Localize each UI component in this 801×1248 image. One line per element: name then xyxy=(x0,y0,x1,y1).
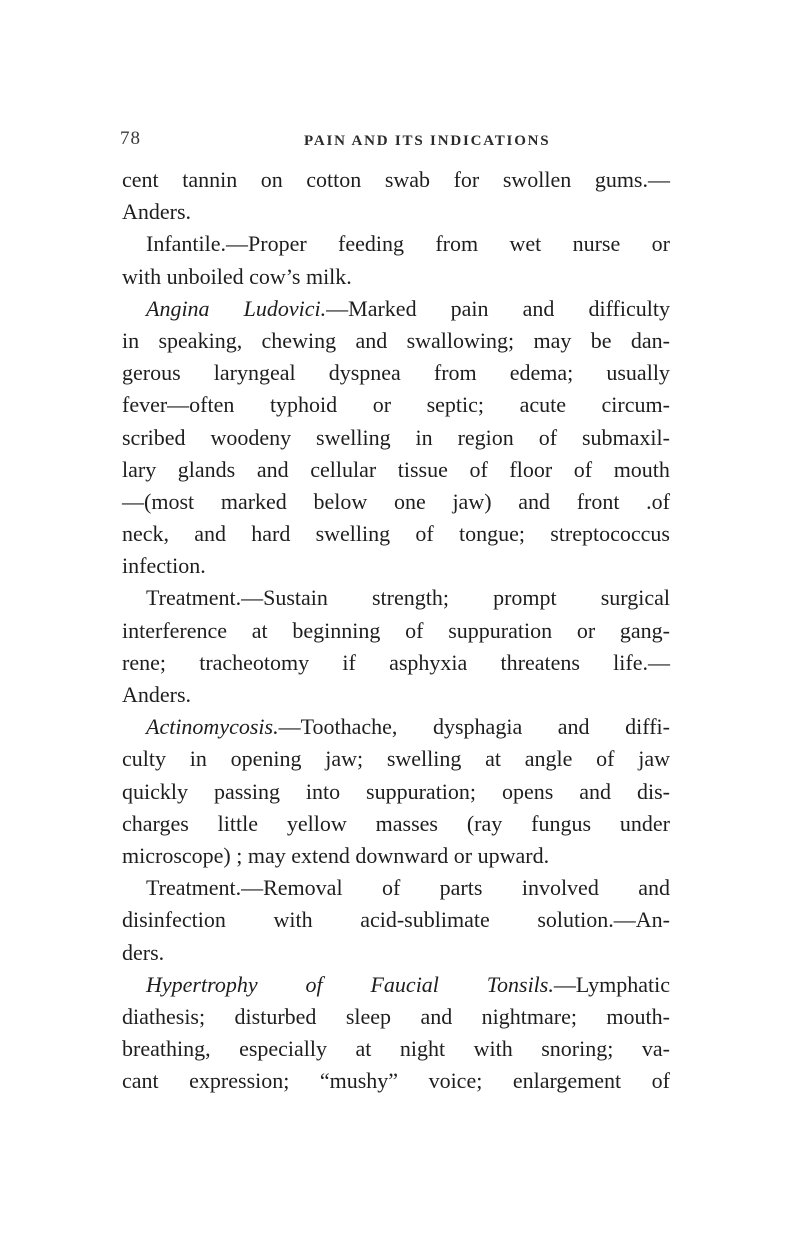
word: into xyxy=(305,778,341,804)
word: cant xyxy=(122,1068,159,1094)
word: breathing, xyxy=(122,1036,211,1062)
word: ders. xyxy=(122,939,165,965)
text-line xyxy=(122,969,670,1001)
word: rene; xyxy=(122,649,166,675)
text-line xyxy=(122,840,670,872)
word: Treatment.—Removal xyxy=(146,875,343,901)
word: in xyxy=(122,327,140,353)
word: enlargement xyxy=(512,1068,622,1094)
word: scribed xyxy=(122,424,186,450)
word: jaw) xyxy=(452,488,492,514)
text-line xyxy=(122,228,670,260)
word: or xyxy=(372,392,392,418)
word: —(most xyxy=(122,488,195,514)
word: interference xyxy=(122,617,228,643)
text-line xyxy=(122,389,670,421)
word: suppuration xyxy=(448,617,553,643)
word: and xyxy=(355,327,388,353)
word: and xyxy=(522,295,555,321)
word: swelling xyxy=(386,746,462,772)
word: if xyxy=(342,649,356,675)
word: “mushy” xyxy=(319,1068,399,1094)
word: difficulty xyxy=(588,295,670,321)
word: hard xyxy=(251,521,291,547)
word: mouth xyxy=(613,456,670,482)
word: for xyxy=(453,167,480,192)
word: in xyxy=(415,424,433,450)
word: of xyxy=(538,424,558,450)
word: at xyxy=(251,617,268,643)
word: Ludovici.—Marked xyxy=(243,295,417,321)
word: from xyxy=(433,360,477,386)
text-line xyxy=(122,325,670,357)
word: especially xyxy=(239,1036,328,1062)
word: streptococcus xyxy=(550,521,670,547)
word: prompt xyxy=(493,585,557,611)
word: swallowing; xyxy=(406,327,515,353)
running-head: PAIN AND ITS INDICATIONS xyxy=(304,133,551,149)
word: tongue; xyxy=(458,521,525,547)
word: Actinomycosis.—Toothache, xyxy=(146,714,398,740)
word: passing xyxy=(213,778,280,804)
word: Infantile.—Proper xyxy=(146,231,307,257)
word: at xyxy=(485,746,502,772)
text-line xyxy=(122,422,670,454)
word: swollen xyxy=(502,167,572,192)
word: diffi- xyxy=(625,714,670,740)
word: solution.—An- xyxy=(537,907,670,933)
word: pain xyxy=(450,295,489,321)
word: Angina xyxy=(146,295,210,321)
word: nightmare; xyxy=(481,1003,577,1029)
word: involved xyxy=(521,875,599,901)
word: or xyxy=(453,842,473,868)
word: or xyxy=(651,231,670,257)
word: from xyxy=(435,231,479,257)
word: typhoid xyxy=(269,392,338,418)
word: septic; xyxy=(426,392,485,418)
word: gerous xyxy=(122,360,181,386)
word: strength; xyxy=(372,585,449,611)
word: in xyxy=(189,746,207,772)
text-line xyxy=(122,164,670,196)
word: of xyxy=(596,746,615,772)
word: tissue xyxy=(397,456,448,482)
word: dysphagia xyxy=(433,714,523,740)
word: edema; xyxy=(509,360,574,386)
word: glands xyxy=(177,456,236,482)
word: and xyxy=(256,456,289,482)
word: and xyxy=(194,521,227,547)
word: nurse xyxy=(572,231,621,257)
word: voice; xyxy=(428,1068,483,1094)
word: and xyxy=(518,488,550,514)
word: acute xyxy=(519,392,566,418)
word: parts xyxy=(439,875,483,901)
word: speaking, xyxy=(158,327,243,353)
word: region xyxy=(457,424,514,450)
word: with xyxy=(122,263,162,289)
text-line xyxy=(122,550,670,582)
word: of xyxy=(651,1068,670,1094)
text-line xyxy=(122,261,670,293)
text-line xyxy=(122,486,670,518)
word: of xyxy=(381,875,401,901)
text-line xyxy=(122,582,670,614)
word: gums.— xyxy=(594,167,670,192)
word: snoring; xyxy=(541,1036,614,1062)
word: va- xyxy=(641,1036,670,1062)
word: be xyxy=(590,327,612,353)
word: Anders. xyxy=(122,199,192,225)
word: woodeny xyxy=(210,424,292,450)
word: fever—often xyxy=(122,392,235,418)
word: and xyxy=(579,778,612,804)
word: extend xyxy=(291,842,350,868)
word: sleep xyxy=(345,1003,392,1029)
word: charges xyxy=(122,810,189,836)
word: cow’s xyxy=(249,263,301,289)
text-line xyxy=(122,357,670,389)
word: front xyxy=(576,488,620,514)
word: microscope) xyxy=(122,842,231,868)
word: lary xyxy=(122,456,157,482)
word: with xyxy=(273,907,313,933)
word: quickly xyxy=(122,778,188,804)
word: swab xyxy=(384,167,431,192)
word: masses xyxy=(375,810,438,836)
word: disturbed xyxy=(234,1003,317,1029)
word: tannin xyxy=(182,167,238,192)
word: angle xyxy=(524,746,573,772)
word: and xyxy=(557,714,590,740)
word: swelling xyxy=(315,521,391,547)
text-line xyxy=(122,454,670,486)
word: may xyxy=(533,327,572,353)
word: of xyxy=(305,971,323,997)
word: one xyxy=(393,488,426,514)
word: cellular xyxy=(310,456,377,482)
word: acid-sublimate xyxy=(360,907,490,933)
word: under xyxy=(619,810,670,836)
page-number: 78 xyxy=(120,128,141,149)
word: asphyxia xyxy=(389,649,468,675)
text-line xyxy=(122,679,670,711)
word: unboiled xyxy=(166,263,244,289)
word: floor xyxy=(509,456,553,482)
word: life.— xyxy=(613,649,670,675)
word: feeding xyxy=(338,231,404,257)
word: Faucial xyxy=(370,971,439,997)
text-line xyxy=(122,937,670,969)
word: milk. xyxy=(305,263,352,289)
word: jaw xyxy=(638,746,670,772)
body-text xyxy=(122,164,670,1097)
text-line xyxy=(122,647,670,679)
word: threatens xyxy=(500,649,580,675)
word: circum- xyxy=(601,392,670,418)
text-line xyxy=(122,743,670,775)
word: laryngeal xyxy=(213,360,296,386)
word: .of xyxy=(646,488,670,514)
word: on xyxy=(260,167,283,192)
text-line xyxy=(122,808,670,840)
word: below xyxy=(313,488,368,514)
text-line xyxy=(122,1001,670,1033)
word: mouth- xyxy=(606,1003,670,1029)
word: of xyxy=(469,456,488,482)
word: (ray xyxy=(466,810,503,836)
word: of xyxy=(573,456,593,482)
word: ; xyxy=(236,842,243,868)
text-line xyxy=(122,196,670,228)
word: night xyxy=(399,1036,446,1062)
word: gang- xyxy=(619,617,670,643)
word: cotton xyxy=(306,167,362,192)
text-line xyxy=(122,711,670,743)
text-line xyxy=(122,904,670,936)
word: neck, xyxy=(122,521,170,547)
word: tracheotomy xyxy=(199,649,310,675)
word: dyspnea xyxy=(328,360,401,386)
text-line xyxy=(122,1065,670,1097)
text-line xyxy=(122,872,670,904)
word: dan- xyxy=(630,327,670,353)
word: wet xyxy=(509,231,542,257)
word: cent xyxy=(122,167,159,192)
word: of xyxy=(405,617,424,643)
word: jaw; xyxy=(325,746,364,772)
text-line xyxy=(122,776,670,808)
text-line xyxy=(122,293,670,325)
word: may xyxy=(247,842,286,868)
word: downward xyxy=(355,842,449,868)
word: Anders. xyxy=(122,682,192,707)
word: and xyxy=(420,1003,453,1029)
word: infection. xyxy=(122,553,206,579)
word: upward. xyxy=(477,842,550,868)
word: opening xyxy=(230,746,302,772)
word: with xyxy=(473,1036,513,1062)
word: of xyxy=(415,521,434,547)
word: beginning xyxy=(292,617,381,643)
word: submaxil- xyxy=(581,424,670,450)
word: chewing xyxy=(261,327,337,353)
word: Treatment.—Sustain xyxy=(146,585,328,611)
text-line xyxy=(122,1033,670,1065)
word: Hypertrophy xyxy=(146,971,258,997)
word: little xyxy=(217,810,258,836)
word: expression; xyxy=(189,1068,290,1094)
word: dis- xyxy=(636,778,670,804)
word: usually xyxy=(606,360,670,386)
word: marked xyxy=(220,488,287,514)
word: suppuration; xyxy=(366,778,477,804)
word: swelling xyxy=(316,424,391,450)
word: yellow xyxy=(286,810,347,836)
word: diathesis; xyxy=(122,1003,206,1029)
text-line xyxy=(122,615,670,647)
word: culty xyxy=(122,746,166,772)
text-line xyxy=(122,518,670,550)
word: and xyxy=(638,875,670,901)
word: at xyxy=(355,1036,372,1062)
word: surgical xyxy=(600,585,670,611)
word: Tonsils.—Lymphatic xyxy=(486,971,670,997)
word: fungus xyxy=(531,810,592,836)
word: opens xyxy=(501,778,554,804)
word: disinfection xyxy=(122,907,226,933)
word: or xyxy=(576,617,596,643)
